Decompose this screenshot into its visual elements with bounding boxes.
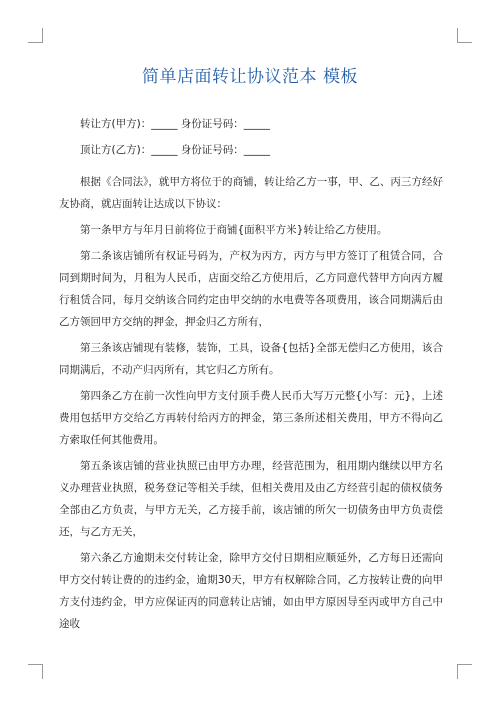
crop-mark-top-right [457, 28, 472, 43]
crop-mark-top-left [28, 28, 43, 43]
article-1: 第一条甲方与年月日前将位于商铺{面积平方米}转让给乙方使用。 [80, 224, 388, 236]
article-2: 第二条该店铺所有权证号码为，产权为丙方，丙方与甲方签订了租赁合同，合同到期时间为，月租为人民币，店面交给乙方使用后，乙方同意代替甲方向丙方履行租赁合同，每月交纳该合同约定由甲交纳的水电费等各项费用，该合同期满后由乙方领回甲方交纳的押金，押金归乙方所有， [59, 250, 443, 328]
document-body [59, 113, 443, 639]
article-3: 第三条该店铺现有装修，装饰，工具，设备{包括}全部无偿归乙方使用，该合同期满后，不动产归丙所有，其它归乙方所有。 [59, 342, 443, 376]
crop-mark-bottom-left [28, 664, 43, 679]
party-b-line: 顶让方(乙方)：_____ 身份证号码：_____ [80, 144, 271, 156]
document-title: 简单店面转让协议范本 模板 [142, 67, 358, 87]
party-a-line: 转让方(甲方)：_____ 身份证号码：_____ [80, 118, 271, 130]
crop-mark-bottom-right [457, 664, 472, 679]
article-6: 第六条乙方逾期未交付转让金，除甲方交付日期相应顺延外，乙方每日还需向甲方交付转让费的的违约金，逾期30天，甲方有权解除合同，乙方按转让费的向甲方支付违约金，甲方应保证丙的同意转让店铺，如由甲方原因导至丙或甲方自己中途收 [59, 552, 443, 630]
article-4: 第四条乙方在前一次性向甲方支付顶手费人民币大写万元整{小写：元}，上述费用包括甲方交给乙方再转付给丙方的押金，第三条所述相关费用，甲方不得向乙方索取任何其他费用。 [59, 390, 443, 446]
preamble-paragraph: 根据《合同法》，就甲方将位于的商铺，转让给乙方一事，甲、乙、丙三方经好友协商，就店面转让达成以下协议： [59, 176, 443, 210]
article-5: 第五条该店铺的营业执照已由甲方办理，经营范围为，租用期内继续以甲方名义办理营业执照，税务登记等相关手续，但相关费用及由乙方经营引起的债权债务全部由乙方负责，与甲方无关，乙方接手前，该店铺的所欠一切债务由甲方负责偿还，与乙方无关， [59, 460, 443, 538]
